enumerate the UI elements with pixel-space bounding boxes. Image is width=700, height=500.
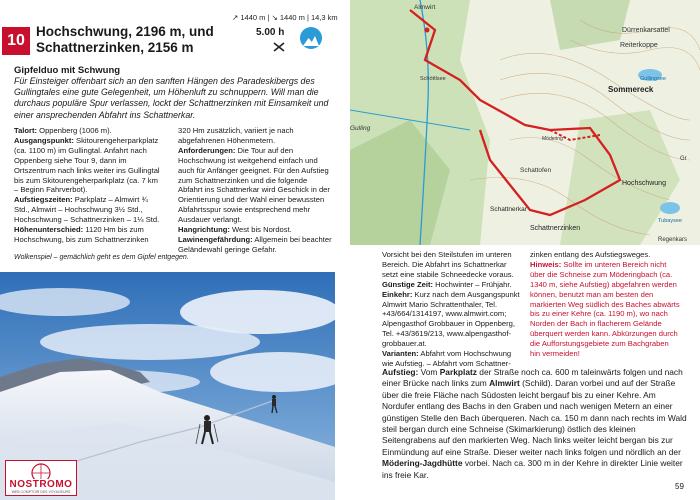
tour-stats: ↗ 1440 m | ↘ 1440 m | 14,3 km	[232, 13, 338, 22]
title-line-2: Schattnerzinken, 2156 m	[36, 40, 194, 55]
map-label-reiterkoppe: Reiterkoppe	[620, 42, 658, 49]
map-label-gullingsee: Gullingsee	[640, 76, 666, 82]
intro-text: Für Einsteiger offenbart sich an den sanften Hängen des Paradeskibergs des Gullingtales eine gute Gelegenheit, um Höhenluft zu schnuppern. Will man die durchaus populäre Spur verlassen, lockt der Schattnerzinken mit Einsamkeit und einer ansprechenden Abfahrt ins Schattnerkar.	[14, 76, 329, 120]
map-label-gulling: Gulling	[350, 125, 371, 132]
tour-time: 5.00 h	[256, 27, 285, 38]
info-column-4: zinken entlang des Aufstiegsweges. Hinweis: Sollte im unteren Bereich nicht über die Schneise zum Möderingbach (ca. 1340 m, siehe Aufstieg) abgefahren werden können, benutzt man am besten den markierten Weg südlich des Baches abwärts bis zu einer Kehre (ca. 1190 m), wo nach Norden der Bach in flacherem Gelände überquert werden kann. Abkürzungen durch die Aufforstungsgebiete zum Bachgraben hin vermeiden!	[530, 250, 680, 359]
map-label-moedering: Mödering	[542, 136, 563, 142]
tour-number-badge: 10	[2, 27, 30, 55]
ski-icon	[272, 41, 286, 55]
difficulty-icon	[300, 27, 322, 49]
map-label-almwirt: Almwirt	[414, 4, 436, 11]
map-label-duerrenkarsattel: Dürrenkarsattel	[622, 27, 670, 34]
map-label-gr: Gr	[680, 156, 687, 162]
route-description: Aufstieg: Vom Parkplatz der Straße noch ca. 600 m taleinwärts folgen und nach einer Brücke nach links zum Almwirt (Schild). Daran vorbei und auf der Straße über die freie Fläche nach Südosten leicht bergauf bis zu einer Kehre. Am Nordufer entlang des Bachs in den Graben und nach wenigen Metern an einer günstigen Stelle den Bach überqueren. Nach ca. 150 m dann nach rechts im Wald steil bergan durch eine Schneise (Skimarkierung) östlich des kleinen Seitengrabens auf den markierten Weg. Nach links weiter leicht bergan bis zur Einmündung auf eine Straße. Dieser weiter nach links folgen und nördlich an der Mödering-Jagdhütte vorbei. Nach ca. 300 m in der Kehre in direkter Linie weiter ins freie Kar.	[382, 367, 687, 480]
map-label-schoettlsee: Schöttlsee	[420, 76, 446, 82]
map-label-sommereck: Sommereck	[608, 85, 654, 94]
info-column-2: 320 Hm zusätzlich, variiert je nach abgefahrenen Höhenmetern. Anforderungen: Die Tour auf den Hochschwung ist weitgehend einfach und auch für Anfänger geeignet. Für den Aufstieg zum Schattnerzinken und die folgende Abfahrt ins Schattnerkar wird Geschick in der Orientierung und der Wahl einer bewussten Abfahrtsspur sowie entsprechend mehr Ausdauer verlangt. Hangrichtung: West bis Nordost. Lawinengefährdung: Allgemein bei beachter Geländewahl geringe Gefahr.	[178, 126, 332, 254]
map-label-schattofen: Schattofen	[520, 167, 552, 174]
page-title	[36, 24, 214, 56]
page-number: 59	[675, 482, 684, 491]
route-map	[350, 0, 700, 245]
map-label-regenkars: Regenkars	[658, 237, 688, 243]
hint-box: Hinweis: Sollte im unteren Bereich nicht über die Schneise zum Möderingbach (ca. 1340 m, siehe Aufstieg) abgefahren werden können, benutzt man am besten den markierten Weg südlich des Baches abwärts bis zu einer Kehre (ca. 1190 m), wo nach Norden der Bach in flacherem Gelände überquert werden kann. Abkürzungen durch die Aufforstungsgebiete zum Bachgraben hin vermeiden!	[530, 259, 680, 359]
info-column-1: Talort: Oppenberg (1006 m). Ausgangspunkt: Skitourengeherparkplatz (ca. 1100 m) im Gullingtal. Anfahrt nach Oppenberg siehe Tour 9, dann im Ortszentrum nach links weiter ins Gullingtal bis zum Skitourengeherparkplatz (ca. 7 km – Beginn Fahrverbot). Aufstiegszeiten: Parkplatz – Almwirt ¾ Std., Almwirt – Hochschwung 3½ Std., Hochschwung – Schattnerzinken – 1¼ Std. Höhenunterschied: 1120 Hm bis zum Hochschwung, bis zum Schattnerzinken	[14, 126, 160, 244]
title-line-1: Hochschwung, 2196 m, und	[36, 24, 214, 39]
map-label-schattnerzinken: Schattnerzinken	[530, 225, 581, 232]
map-label-hochschwung: Hochschwung	[622, 180, 666, 187]
photo-caption: Wolkenspiel – gemächlich geht es dem Gipfel entgegen.	[14, 254, 189, 261]
intro-subtitle: Gipfelduo mit Schwung	[14, 65, 121, 76]
nostromo-logo: NOSTROMO WEB COMPTOIR DES VOYAGEURS	[5, 460, 77, 496]
map-label-schattnerkar: Schattnerkar	[490, 206, 527, 213]
map-label-tubaysee: Tubaysee	[658, 218, 682, 224]
info-column-3: Vorsicht bei den Steilstufen im unteren Bereich. Die Abfahrt ins Schattnerkar setzt eine stabile Schneedecke voraus. Günstige Zeit: Hochwinter – Frühjahr. Einkehr: Kurz nach dem Ausgangspunkt Almwirt Mario Schrattenthaler, Tel. +43/664/1314197, www.almwirt.com; Alpengasthof Grobbauer in Oppenberg, Tel. +43/3619/213, www.alpengasthof-grobbauer.at. Varianten: Abfahrt vom Hochschwung wie Aufstieg. – Abfahrt vom Schattner-	[382, 250, 520, 368]
